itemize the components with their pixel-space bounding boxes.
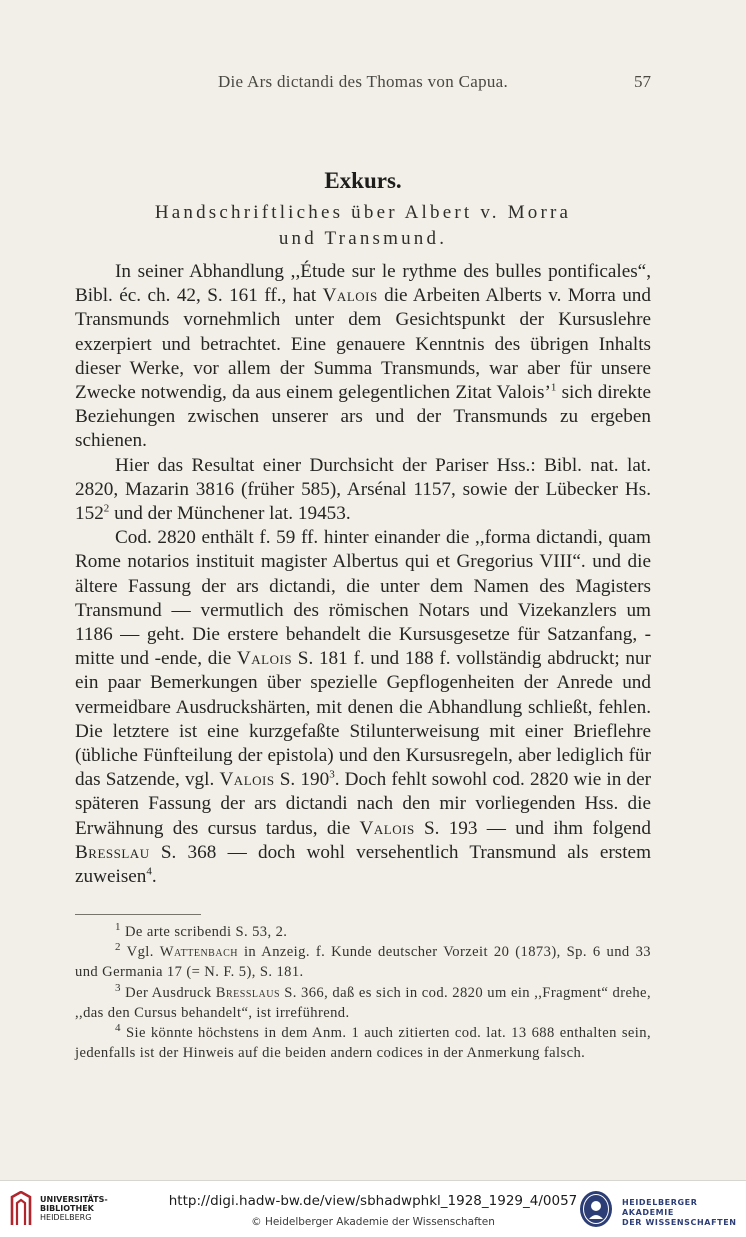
- footnote-4: [75, 1023, 651, 1063]
- section-heading: Exkurs.: [324, 168, 402, 193]
- footnote-text: in Anzeig. f. Kunde deutscher Vorzeit 20 (1873), Sp. 6 und 33 und Germania 17 (= N. F. 5), S. 181.: [75, 944, 651, 981]
- paragraph-3-text-a: Cod. 2820 enthält f. 59 ff. hinter einander die ,,forma dictandi, quam Rome notarios instituit magister Albertus qui et Gregorius VIII“. und die ältere Fassung der ars dictandi, die unter dem Namen des Magisters Transmund — vermutlich des römischen Notars und Vizekanzlers um 1186 — geht. Die erstere behandelt die Kursusgesetze für Satzanfang, -mitte und -ende, die: [75, 527, 651, 670]
- copyright-notice: © Heidelberger Akademie der Wissenschaften: [251, 1216, 495, 1228]
- running-head-title: Die Ars dictandi des Thomas von Capua.: [217, 72, 509, 91]
- paragraph-1-text-b: die Arbeiten Alberts v. Morra und Transmunds vornehmlich unter dem Gesichtspunkt der Kursuslehre exzerpiert und betrachtet. Eine genauere Kenntnis des übrigen Inhalts dieser Werke, vor allem der Summa Transmunds, war aber für unsere Zwecke notwendig, da aus einem gelegentlichen Zitat Valois’: [75, 285, 651, 404]
- paragraph-1-text-c: sich direkte Beziehungen zwischen unserer ars und der Transmunds zu ergeben schienen.: [75, 382, 651, 452]
- footnote-text: Vgl.: [126, 944, 160, 961]
- footnote-ref-1: 1: [550, 381, 557, 394]
- running-head: [75, 72, 651, 94]
- page-url-link[interactable]: http://digi.hadw-bw.de/view/sbhadwphkl_1928_1929_4/0057: [168, 1193, 578, 1209]
- author-name-valois: Valois: [322, 285, 378, 307]
- viewer-footer: [0, 1180, 746, 1237]
- paragraph-3-text-e: S. 193 — und ihm folgend: [414, 817, 651, 839]
- footnote-text: De arte scribendi S. 53, 2.: [124, 924, 288, 940]
- paragraph-1-text-a: In seiner Abhandlung ,,Étude sur le rythme des bulles pontificales“, Bibl. éc. ch. 42, S. 161 ff., hat: [75, 261, 651, 307]
- footnote-2: [75, 942, 651, 982]
- subheading-line-1: Handschriftliches über Albert v. Morra: [154, 202, 572, 223]
- footnote-text: Der Ausdruck: [125, 984, 216, 1001]
- paragraph-3-text-b: S. 181 f. und 188 f. vollständig abdruckt; nur ein paar Bemerkungen über spezielle Gepflogenheiten der Anrede und vermeidbare Ausdruckshärten, mit denen die Abhandlung schließt, fehlen. Die letztere ist eine kurzgefaßte Stilunterweisung mit einer Brieflehre (übliche Fünfteilung der epistola) und den Kursusregeln, aber lediglich für das Satzende, vgl.: [75, 648, 651, 791]
- footnote-mark: 3: [115, 981, 121, 994]
- footnote-1: [75, 922, 651, 942]
- author-name-wattenbach: Wattenbach: [159, 944, 238, 961]
- paragraph-1: [75, 260, 651, 454]
- section-subheading: [75, 200, 651, 252]
- paragraph-3-text-d: . Doch fehlt sowohl cod. 2820 wie in der späteren Fassung der ars dictandi nach den mir vorliegenden Hss. die Erwähnung des cursus tardus, die: [75, 769, 651, 839]
- footnote-text: Sie könnte höchstens in dem Anm. 1 auch zitierten cod. lat. 13 688 enthalten sein, jedenfalls ist der Hinweis auf die beiden andern codices in der Anmerkung falsch.: [75, 1025, 651, 1062]
- author-name-valois: Valois: [236, 648, 293, 670]
- footnotes: [75, 922, 651, 1063]
- subheading-line-2: und Transmund.: [278, 228, 448, 249]
- footnote-ref-4: 4: [146, 865, 152, 878]
- paragraph-2-text-a: Hier das Resultat einer Durchsicht der Pariser Hss.: Bibl. nat. lat. 2820, Mazarin 3816 (früher 585), Arsénal 1157, sowie der Lübecker Hs. 152: [75, 454, 651, 525]
- footnote-text: S. 366, daß es sich in cod. 2820 um ein ,,Fragment“ drehe, ,,das den Cursus behandelt“, ist irreführend.: [75, 984, 651, 1021]
- footnote-3: [75, 983, 651, 1023]
- hadw-seal-icon[interactable]: [578, 1189, 614, 1229]
- footnote-ref-2: 2: [103, 502, 110, 515]
- paragraph-3-text-c: S. 190: [274, 769, 330, 791]
- paragraph-3-text-g: .: [151, 866, 157, 888]
- hadw-label[interactable]: HEIDELBERGER AKADEMIE DER WISSENSCHAFTEN: [622, 1198, 737, 1227]
- author-name-valois: Valois: [359, 817, 415, 839]
- footnote-mark: 1: [115, 921, 121, 934]
- footnote-ref-3: 3: [329, 768, 335, 781]
- footnote-divider: [75, 914, 201, 915]
- paragraph-2: [75, 454, 651, 527]
- page-number: 57: [634, 72, 651, 91]
- footnote-mark: 2: [115, 941, 121, 954]
- footnote-mark: 4: [115, 1022, 121, 1035]
- paragraph-3: [75, 526, 651, 889]
- body-text: [75, 260, 651, 889]
- author-name-valois: Valois: [219, 769, 275, 791]
- ub-heidelberg-label[interactable]: UNIVERSITÄTS- BIBLIOTHEK HEIDELBERG: [40, 1195, 108, 1222]
- paragraph-3-text-f: S. 368 — doch wohl versehentlich Transmund als erstem zuweisen: [75, 841, 651, 888]
- author-name-bresslaus: Bresslaus: [215, 984, 281, 1001]
- paragraph-2-text-b: und der Münchener lat. 19453.: [109, 503, 351, 525]
- author-name-bresslau: Bresslau: [75, 841, 150, 863]
